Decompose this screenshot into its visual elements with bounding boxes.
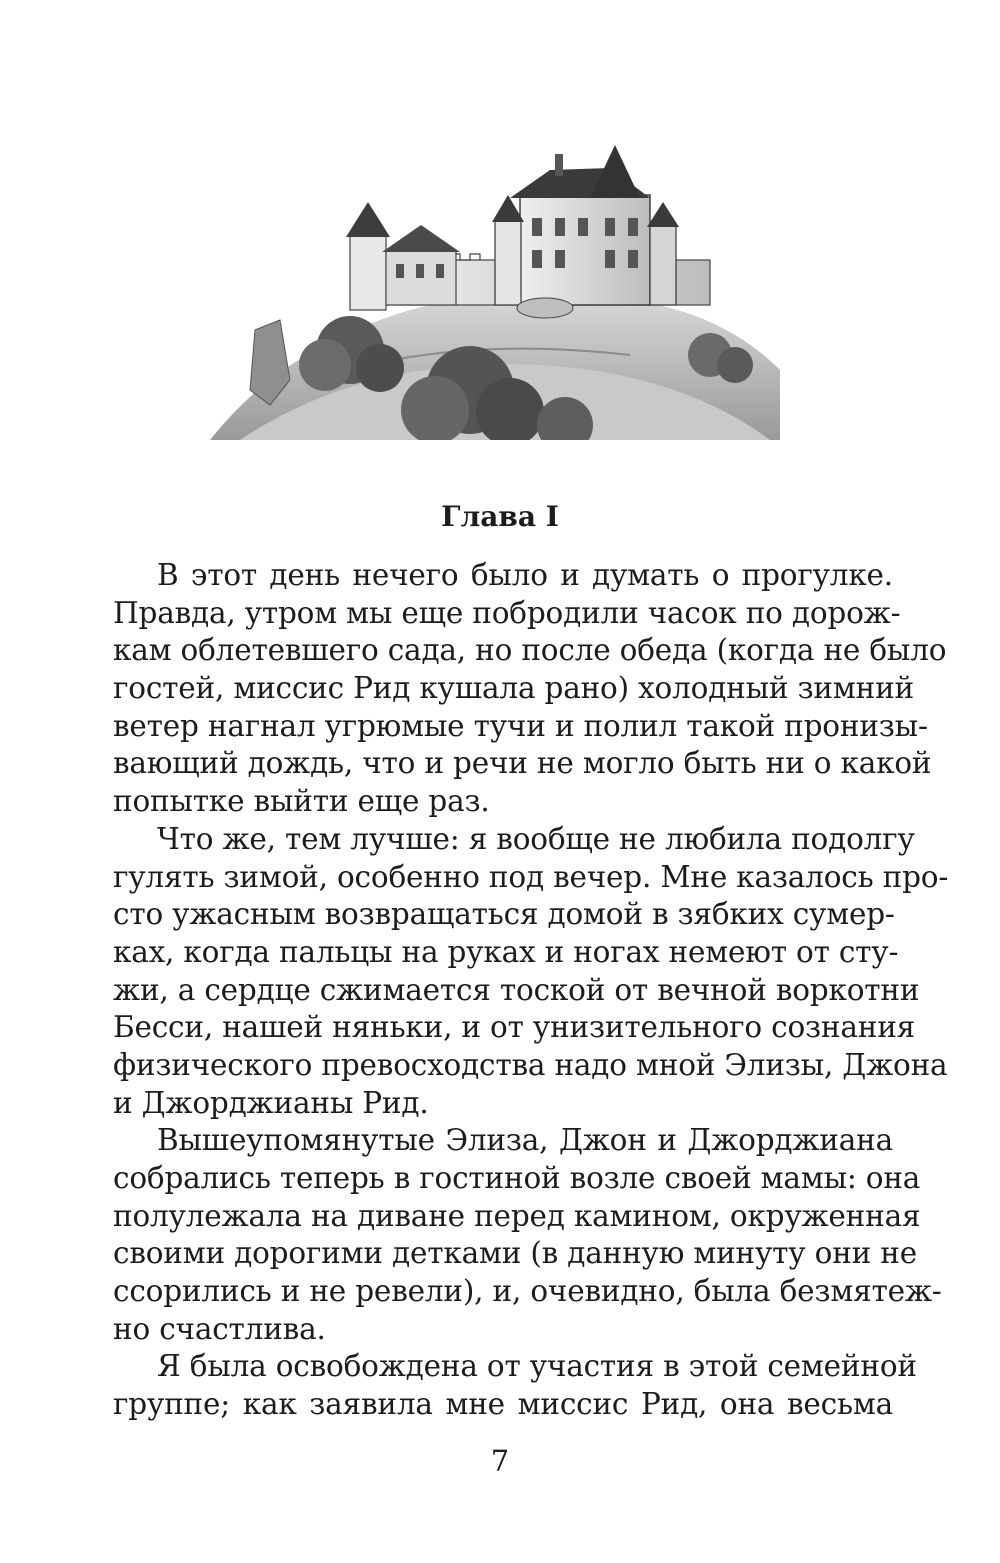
text-line: своими дорогими детками (в данную минуту они не — [113, 1236, 918, 1271]
text-line: Что же, тем лучше: я вообще не любила подолгу — [157, 821, 915, 856]
text-line: собрались теперь в гостиной возле своей мамы: она — [113, 1161, 921, 1195]
text-line: жи, а сердце сжимается тоской от вечной воркотни — [113, 972, 920, 1007]
text-line: ветер нагнал угрюмые тучи и полил такой пронизы- — [113, 708, 928, 743]
left-tower-roof — [346, 202, 390, 237]
castle-on-hill-illustration — [210, 140, 780, 440]
text-line: Я была освобождена от участия в этой семейной — [157, 1349, 917, 1384]
text-line: Вышеупомянутые Элиза, Джон и Джорджиана — [157, 1123, 893, 1158]
text-line: ссорились и не ревели), и, очевидно, была безмятеж- — [113, 1274, 942, 1309]
text-line: гостей, миссис Рид кушала рано) холодный зимний — [113, 671, 915, 706]
text-line: но счастлива. — [113, 1311, 326, 1346]
text-line: Правда, утром мы еще побродили часок по дорож- — [113, 595, 901, 630]
text-line: полулежала на диване перед камином, окруженная — [113, 1198, 921, 1233]
text-line: Бесси, нашей няньки, и от унизительного сознания — [113, 1010, 916, 1045]
text-line: гулять зимой, особенно под вечер. Мне казалось про- — [113, 859, 949, 894]
text-line: вающий дождь, что и речи не могло быть ни о какой — [113, 746, 932, 781]
right-turret — [650, 225, 676, 305]
text-line: ках, когда пальцы на руках и ногах немеют от сту- — [113, 934, 899, 969]
chapter-title: Глава I — [441, 500, 559, 533]
page-number: 7 — [490, 1444, 510, 1478]
text-line: сто ужасным возвращаться домой в зябких сумер- — [113, 897, 895, 932]
body-text — [113, 557, 949, 1424]
left-tower — [350, 235, 386, 310]
small-tower — [495, 220, 521, 305]
text-line: кам облетевшего сада, но после обеда (когда не было — [113, 633, 947, 668]
text-line: физического превосходства надо мной Элизы, Джона — [113, 1047, 948, 1082]
text-line: В этот день нечего было и думать о прогулке. — [157, 558, 893, 592]
text-line: попытке выйти еще раз. — [113, 784, 490, 819]
text-line: группе; как заявила мне миссис Рид, она весьма — [113, 1387, 893, 1422]
text-line: и Джорджианы Рид. — [113, 1085, 429, 1120]
